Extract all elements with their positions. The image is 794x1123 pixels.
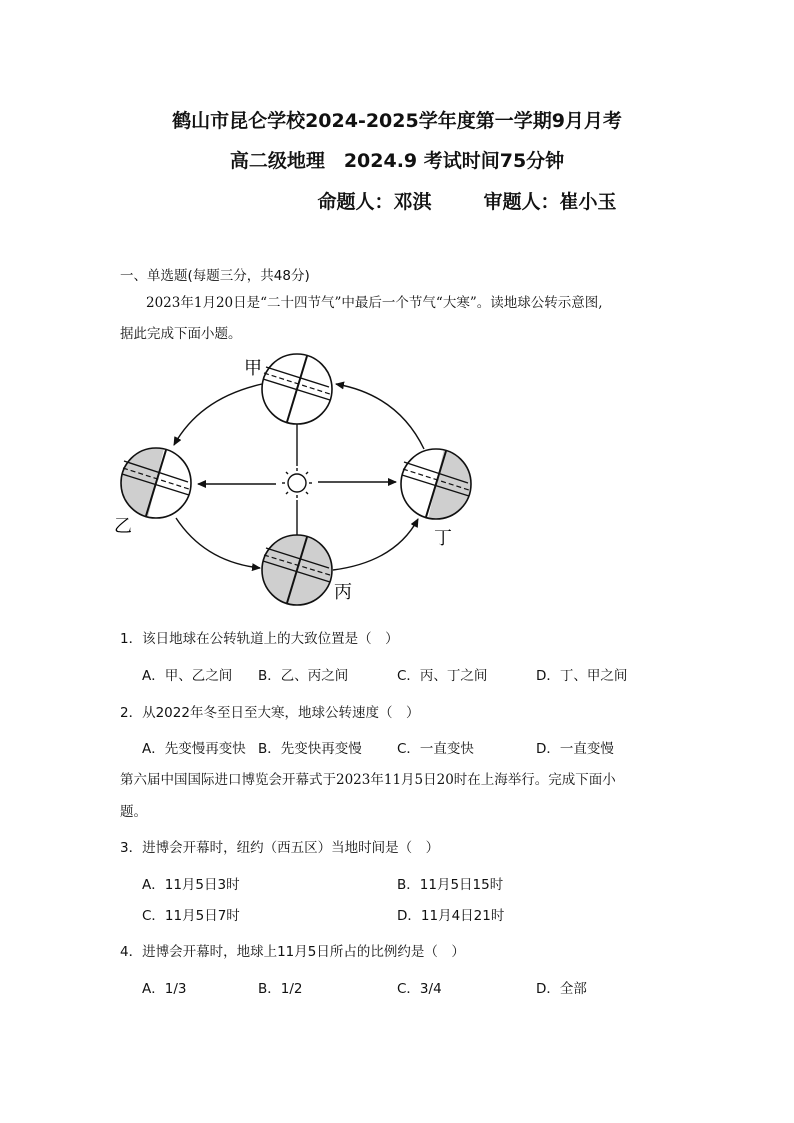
question-3-option-b[interactable]: B．11月5日15时: [397, 877, 504, 893]
orbit-arc-yi-bing: [176, 518, 260, 568]
orbit-arc-ding-jia: [336, 384, 424, 449]
section2-intro-line1: 第六届中国国际进口博览会开幕式于2023年11月5日20时在上海举行。完成下面小: [120, 772, 616, 788]
label-jia: 甲: [244, 358, 262, 379]
exam-title: 鹤山市昆仑学校2024-2025学年度第一学期9月月考: [172, 110, 622, 132]
question-4-option-b[interactable]: B．1/2: [258, 981, 303, 997]
earth-bing: [262, 535, 332, 605]
earth-yi: [100, 440, 191, 526]
question-reviewer: 审题人：崔小玉: [483, 191, 617, 213]
question-3-option-d[interactable]: D．11月4日21时: [397, 908, 505, 924]
earth-jia: [262, 354, 332, 424]
question-1-stem: 1．该日地球在公转轨道上的大致位置是（ ）: [120, 631, 399, 647]
sun-icon: [282, 468, 312, 498]
earth-ding: [401, 440, 480, 528]
question-2-option-c[interactable]: C．一直变快: [397, 741, 474, 757]
question-1-option-a[interactable]: A．甲、乙之间: [142, 668, 233, 684]
label-yi: 乙: [114, 516, 132, 537]
question-2-stem: 2．从2022年冬至日至大寒，地球公转速度（ ）: [120, 705, 420, 721]
question-2-option-a[interactable]: A．先变慢再变快: [142, 741, 246, 757]
question-2-option-d[interactable]: D．一直变慢: [536, 741, 614, 757]
section-intro-line2: 据此完成下面小题。: [120, 326, 242, 342]
section-heading: 一、单选题(每题三分，共48分): [120, 268, 310, 284]
question-3-option-a[interactable]: A．11月5日3时: [142, 877, 240, 893]
label-ding: 丁: [434, 528, 452, 549]
question-2-option-b[interactable]: B．先变快再变慢: [258, 741, 362, 757]
question-1-option-b[interactable]: B．乙、丙之间: [258, 668, 349, 684]
question-4-option-a[interactable]: A．1/3: [142, 981, 187, 997]
question-3-stem: 3．进博会开幕时，纽约（西五区）当地时间是（ ）: [120, 840, 440, 856]
section-intro-line1: 2023年1月20日是“二十四节气”中最后一个节气“大寒”。读地球公转示意图,: [146, 295, 603, 311]
question-3-option-c[interactable]: C．11月5日7时: [142, 908, 240, 924]
question-1-option-c[interactable]: C．丙、丁之间: [397, 668, 488, 684]
question-4-option-d[interactable]: D．全部: [536, 981, 587, 997]
section2-intro-line2: 题。: [120, 804, 147, 820]
question-setter: 命题人：邓淇: [317, 191, 432, 213]
orbit-arc-jia-yi: [174, 384, 262, 445]
orbit-arc-bing-ding: [333, 519, 418, 570]
question-4-option-c[interactable]: C．3/4: [397, 981, 442, 997]
question-1-option-d[interactable]: D．丁、甲之间: [536, 668, 628, 684]
label-bing: 丙: [334, 582, 352, 603]
exam-subtitle: 高二级地理 2024.9 考试时间75分钟: [229, 150, 565, 172]
question-4-stem: 4．进博会开幕时，地球上11月5日所占的比例约是（ ）: [120, 944, 465, 960]
